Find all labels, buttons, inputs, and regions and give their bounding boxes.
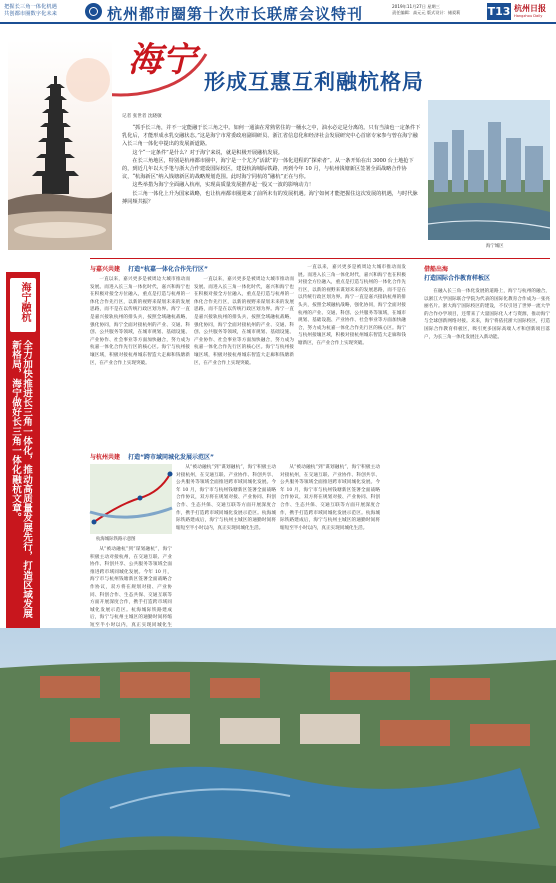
- sidebar-seal: [10, 278, 36, 332]
- lead-paragraph: “抓手长三角，并不一定能融于长三角之中。如何一通油在常熟常住的一桶水之中，油水必定是分离的。只有当油也一定条件下乳化后，才能形成水乳交融状态。”这是海宁市常委政府副调研员、浙江省信息化和经济社会发展研究中心首席专家参与曾在海宁融入长三角一体化中提出的发展新道路。: [122, 125, 421, 148]
- lead-text: [122, 124, 422, 206]
- city-skyline-photo: [428, 100, 550, 240]
- lead-paragraph: 长三角一体化上升为国家战略，也让杭州都市圈迎来了前所未有的发展机遇。海宁如何才能把握住这次发展的机遇，与时代脉搏同频共振？: [122, 190, 418, 205]
- logo-text: 杭州日报: [514, 3, 546, 13]
- section-divider: [90, 258, 550, 259]
- sidebar-text: 全力加快推进长三角一体化，推动高质量发展先行，打造区域发展新格局，海宁做好长三角一体化融杭文章。: [10, 340, 32, 619]
- date-line: 2019年11月27日 星期三: [392, 4, 440, 9]
- section-body: 从“被动融杭”到“谋划融杭”，海宁积极主动对接杭州，在交通互联、产业协作、科创共享、公共服务等领域全面推进跨市域同城化发展。今年 10 月，海宁市与杭州钱塘新区签署全面战略合作协议，双方将在规划对接、产业协同、科创合作、生态共保、交通互联等方面开展深度合作，携手打造跨市域同城化发展示范区。杭海城际铁路建成后，海宁与杭州主城区的通勤时间将缩短至半小时以内，真正实现同城化生活。: [176, 465, 276, 531]
- special-issue-title: 杭州都市圈第十次市长联席会议特刊: [107, 5, 364, 23]
- header-left-slogan: [4, 4, 82, 18]
- logo-sub: Hangzhou Daily: [514, 14, 543, 18]
- section-tag: 与杭州共建: [90, 454, 121, 461]
- lead-paragraph: 在长三角地区，特别是杭州都市圈中，海宁是一个尤为“活跃”的一体化进程的“探索者”。从一条开始在出 3000 台土地抢下的，到近几年以大手笔与浙大合作建设国际校区，建设杭海城际铁路，再到今年 10 月，与杭州钱塘新区签署全面战略合作协议，“杭海新区”纳入钱塘新区的战略规划范围。此时海宁同杭的“融杭”正在与你。: [122, 157, 414, 181]
- section-tag: 与嘉兴共建: [90, 266, 121, 273]
- section-title: 打造“跨市域同城化发展示范区”: [128, 454, 214, 461]
- slogan-line-2: 共创都市圈数字化未来: [4, 11, 57, 17]
- sidebar-banner: [6, 272, 40, 628]
- lead-paragraph: 这个“一定条件”是什么？对于海宁来说，就是积极开展融杭发展。: [132, 149, 283, 156]
- page-header: [0, 0, 556, 24]
- rail-map-photo: [90, 464, 172, 534]
- section-heading: [90, 452, 214, 461]
- section-heading: [90, 264, 208, 273]
- page-number: T13: [487, 5, 511, 18]
- headline-city: 海宁: [128, 40, 196, 80]
- pagoda-illustration: [8, 40, 112, 250]
- slogan-line-1: 把握长三角一体化机遇: [4, 4, 57, 10]
- editor-line: 责任编辑：高元元 版式设计：储爱莉: [392, 10, 461, 15]
- lead-paragraph: 这些举措为海宁全面融入杭州，实现高质量发展推荐起一股又一波的影响动力！: [132, 182, 314, 189]
- photo-caption-top: 海宁城区: [486, 244, 504, 249]
- section-title: 打造国际合作教育样板区: [424, 275, 491, 282]
- sidebar-title: 海宁融杭: [19, 282, 30, 322]
- photo-caption-mid: 杭海城际铁路示意图: [96, 537, 136, 542]
- section-heading: [424, 264, 550, 282]
- section-title: 打造“杭嘉一体化合作先行区”: [128, 266, 208, 273]
- issue-date: [392, 4, 484, 16]
- section-body: 一直以来，嘉兴更多是被周边大城市推动而发展。而进入长三角一体化时代，嘉兴和海宁也在积极对接全方位融入，重点是打造与杭州的一体化合作先行区，以新的视野来谋划未来的发展思路，而不是在以传统行政区划为界。海宁一直是嘉兴接轨杭州的排头兵，按照全域融杭战略，强化协同，海宁全面对接杭州的产业、交通、科创、公共服务等领域，在城市规划、基础设施、产业协作、社会事业等方面加快融合，努力成为杭嘉一体化合作先行区的核心区。海宁与杭州接壤区域，积极对接杭州城东智造大走廊和钱塘新区，在产业合作上实现突破。: [298, 265, 406, 346]
- section-body: 在融入长三角一体化发展的道路上，海宁与杭州的融合，以浙江大学国际联合学院为代表的国际化教育合作成为一张亮丽名片。浙大海宁国际校区的建设，不仅引进了世界一流大学的合作办学项目，还带来了大量国际化人才与资源，推动海宁与全球创新网络对接。未来，海宁将依托浙大国际校区，打造国际合作教育样板区，吸引更多国际高端人才和创新项目落户，为长三角一体化发展注入新动能。: [424, 289, 550, 340]
- headline-subtitle: 形成互惠互利融杭格局: [204, 70, 424, 94]
- emblem-icon: [85, 3, 102, 20]
- section-tag: 借船出海: [424, 266, 449, 273]
- section-body: 一直以来，嘉兴更多是被周边大城市推动而发展。而进入长三角一体化时代，嘉兴和海宁也在积极对接全方位融入，重点是打造与杭州的一体化合作先行区，以新的视野来谋划未来的发展思路，而不是在以传统行政区划为界。海宁一直是嘉兴接轨杭州的排头兵，按照全域融杭战略，强化协同，海宁全面对接杭州的产业、交通、科创、公共服务等领域，在城市规划、基础设施、产业协作、社会事业等方面加快融合，努力成为杭嘉一体化合作先行区的核心区。海宁与杭州接壤区域，积极对接杭州城东智造大走廊和钱塘新区，在产业合作上实现突破。: [194, 277, 294, 366]
- byline: 记者 张世者 沈晓敏: [122, 114, 162, 119]
- section-body: 从“被动融杭”到“谋划融杭”，海宁积极主动对接杭州，在交通互联、产业协作、科创共享、公共服务等领域全面推进跨市域同城化发展。今年 10 月，海宁市与杭州钱塘新区签署全面战略合作协议，双方将在规划对接、产业协同、科创合作、生态共保、交通互联等方面开展深度合作，携手打造跨市域同城化发展示范区。杭海城际铁路建成后，海宁与杭州主城区的通勤时间将缩短至半小时以内，真正实现同城化生: [90, 547, 172, 628]
- section-body: 一直以来，嘉兴更多是被周边大城市推动而发展。而进入长三角一体化时代，嘉兴和海宁也在积极对接全方位融入，重点是打造与杭州的一体化合作先行区，以新的视野来谋划未来的发展思路，而不是在以传统行政区划为界。海宁一直是嘉兴接轨杭州的排头兵，按照全域融杭战略，强化协同，海宁全面对接杭州的产业、交通、科创、公共服务等领域，在城市规划、基础设施、产业协作、社会事业等方面加快融合，努力成为杭嘉一体化合作先行区的核心区。海宁与杭州接壤区域，积极对接杭州城东智造大走廊和钱塘新区，在产业合作上实现突破。: [90, 277, 190, 366]
- newspaper-logo: [514, 3, 554, 18]
- section-body: 从“被动融杭”到“谋划融杭”，海宁积极主动对接杭州，在交通互联、产业协作、科创共享、公共服务等领域全面推进跨市域同城化发展。今年 10 月，海宁市与杭州钱塘新区签署全面战略合作协议，双方将在规划对接、产业协同、科创合作、生态共保、交通互联等方面开展深度合作，携手打造跨市域同城化发展示范区。杭海城际铁路建成后，海宁与杭州主城区的通勤时间将缩短至半小时以内，真正实现同城化生活。: [280, 465, 380, 531]
- campus-aerial-photo: [0, 628, 556, 883]
